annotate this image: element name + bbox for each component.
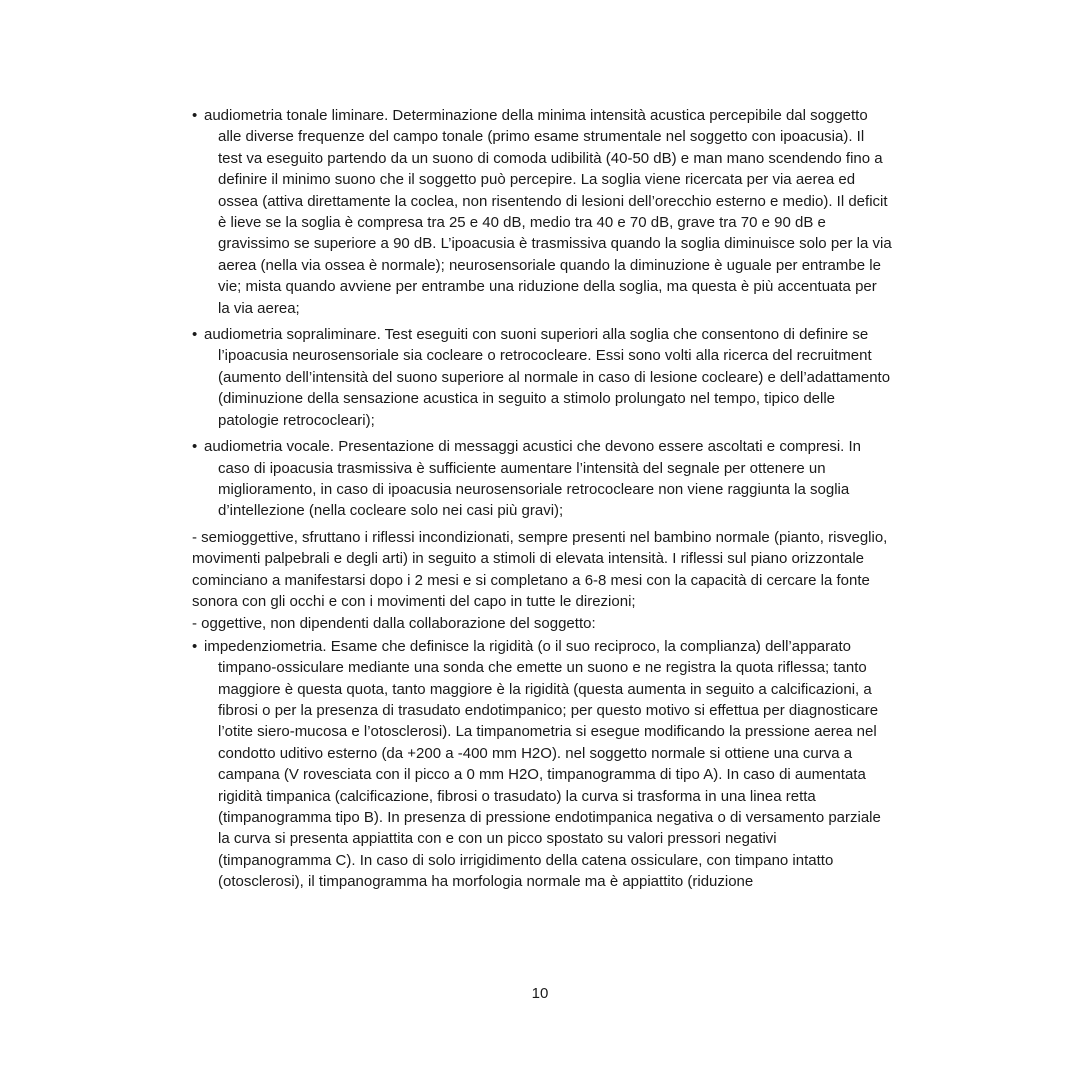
- paragraph: - semioggettive, sfruttano i riflessi incondizionati, sempre presenti nel bambino normale (pianto, risveglio, movimenti palpebrali e degli arti) in seguito a stimoli di elevata intensità. I riflessi sul piano orizzontale cominciano a manifestarsi dopo i 2 mesi e si completano a 6-8 mesi con la capacità di cercare la fonte sonora con gli occhi e con i movimenti del capo in tutte le direzioni;: [192, 528, 888, 610]
- document-body: [192, 105, 892, 898]
- paragraph: - oggettive, non dipendenti dalla collaborazione del soggetto:: [192, 615, 596, 633]
- list-item-text: audiometria tonale liminare. Determinazione della minima intensità acustica percepibile dal soggetto alle diverse frequenze del campo tonale (primo esame strumentale nel soggetto con ipoacusia). Il test va eseguito partendo da un suono di comoda udibilità (40-50 dB) e man mano scendendo fino a definire il minimo suono che il soggetto può percepire. La soglia viene ricercata per via aerea ed ossea (attiva direttamente la coclea, non risentendo di lesioni dell’orecchio esterno e medio). Il deficit è lieve se la soglia è compresa tra 25 e 40 dB, medio tra 40 e 70 dB, grave tra 70 e 90 dB e gravissimo se superiore a 90 dB. L’ipoacusia è trasmissiva quando la soglia diminuisce solo per la via aerea (nella via ossea è normale); neurosensoriale quando la diminuzione è uguale per entrambe le vie; mista quando avviene per entrambe una riduzione della soglia, ma questa è più accentuata per la via aerea;: [204, 107, 892, 317]
- bullet-marker: •: [192, 326, 198, 344]
- list-item-text: impedenziometria. Esame che definisce la rigidità (o il suo reciproco, la complianza) dell’apparato timpano-ossiculare mediante una sonda che emette un suono e ne registra la quota riflessa; tanto maggiore è questa quota, tanto maggiore è la rigidità (questa aumenta in seguito a calcificazioni, a fibrosi o per la presenza di trasudato endotimpanico; per questo motivo si effettua per diagnosticare l’otite siero-mucosa e l’otosclerosi). La timpanometria si esegue modificando la pressione aerea nel condotto uditivo esterno (da +200 a -400 mm H2O). nel soggetto normale si ottiene una curva a campana (V rovesciata con il picco a 0 mm H2O, timpanogramma di tipo A). In caso di aumentata rigidità timpanica (calcificazione, fibrosi o trasudato) la curva si trasforma in una linea retta (timpanogramma tipo B). In presenza di pressione endotimpanica negativa o di versamento parziale la curva si presenta appiattita con e con un picco spostato su valori pressori negativi (timpanogramma C). In caso di solo irrigidimento della catena ossiculare, con timpano intatto (otosclerosi), il timpanogramma ha morfologia normale ma è appiattito (riduzione: [204, 637, 881, 891]
- list-item: [192, 105, 892, 319]
- list-item-text: audiometria sopraliminare. Test eseguiti con suoni superiori alla soglia che consentono di definire se l’ipoacusia neurosensoriale sia cocleare o retrococleare. Essi sono volti alla ricerca del recruitment (aumento dell’intensità del suono superiore al normale in caso di lesione cocleare) e dell’adattamento (diminuzione della sensazione acustica in seguito a stimolo prolungato nel tempo, tipico delle patologie retrococleari);: [204, 326, 891, 429]
- list-item: [192, 436, 892, 522]
- bullet-marker: •: [192, 107, 198, 124]
- list-item: [192, 636, 892, 893]
- list-item: [192, 324, 892, 431]
- bullet-marker: •: [192, 438, 198, 456]
- list-item-text: audiometria vocale. Presentazione di messaggi acustici che devono essere ascoltati e compresi. In caso di ipoacusia trasmissiva è sufficiente aumentare l’intensità del segnale per ottenere un miglioramento, in caso di ipoacusia neurosensoriale retrococleare non viene raggiunta la soglia d’intellezione (nella cocleare solo nei casi più gravi);: [204, 438, 862, 520]
- bullet-marker: •: [192, 637, 198, 655]
- page-number: 10: [531, 985, 549, 1002]
